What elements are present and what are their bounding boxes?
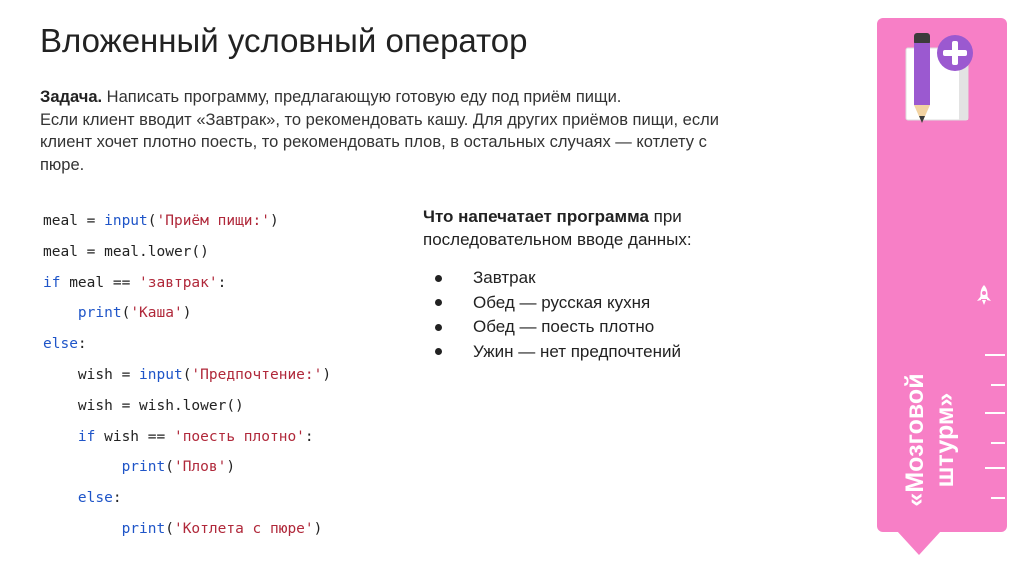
scale-ticks [985,282,1005,532]
code-line: if meal == 'завтрак': [43,274,227,291]
bullet-icon [435,348,442,355]
list-item: Обед — поесть плотно [435,315,681,340]
tick-mark [991,442,1005,444]
list-item: Обед — русская кухня [435,291,681,316]
bullet-icon [435,299,442,306]
code-line: if wish == 'поесть плотно': [77,428,314,445]
question-bold: Что напечатает программа [423,207,649,226]
code-line: else: [43,336,87,353]
bullet-icon [435,275,442,282]
task-line-1: Написать программу, предлагающую готовую еду под приём пищи. [102,88,622,106]
code-line: wish = input('Предпочтение:') [43,366,332,383]
task-line-2: Если клиент вводит «Завтрак», то рекомендовать кашу. Для других приёмов пищи, если [40,110,719,129]
tick-mark [985,467,1005,469]
task-description [40,86,830,176]
list-item: Ужин — нет предпочтений [435,340,681,365]
tick-mark [991,497,1005,499]
tick-mark [985,412,1005,414]
code-line: print('Плов') [121,459,236,476]
panel-pointer [897,531,941,555]
code-line: wish = wish.lower() [43,397,244,414]
tick-mark [985,354,1005,356]
list-item: Завтрак [435,266,681,291]
task-line-3: клиент хочет плотно поесть, то рекомендовать плов, в остальных случаях — котлету с [40,133,707,151]
page-title: Вложенный условный оператор [40,22,528,59]
code-line: print('Котлета с пюре') [121,520,323,537]
notebook-pencil-plus-icon [904,33,979,125]
code-line: meal = meal.lower() [43,243,209,260]
question-rest: при последовательном вводе данных: [423,207,692,249]
task-label: Задача. [40,88,103,106]
code-line: else: [77,490,122,507]
panel-label: «Мозговой штурм» [901,373,959,507]
bullet-icon [435,324,442,331]
panel-label-wrap [890,360,970,520]
task-line-4: пюре. [40,155,85,174]
question-text [423,205,763,251]
code-line: meal = input('Приём пищи:') [43,213,279,229]
code-block [43,206,331,545]
options-list [435,266,681,364]
tick-mark [991,384,1005,386]
code-line: print('Каша') [77,305,192,322]
